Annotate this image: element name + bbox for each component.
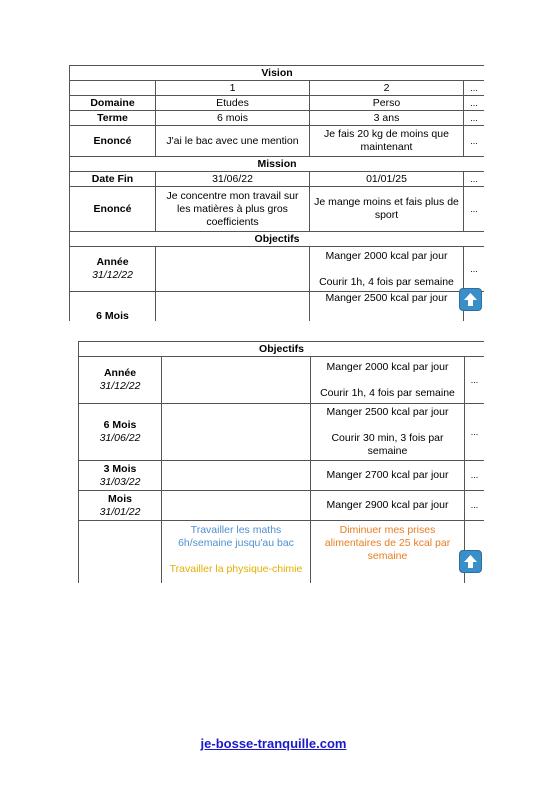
- column-header-2: 2: [310, 81, 464, 96]
- arrow-up-icon: [463, 554, 478, 569]
- annee-label: Année: [103, 367, 137, 379]
- date-fin-value-2: 01/01/25: [310, 172, 464, 187]
- six-mois-value-1: [162, 404, 311, 461]
- annee-label: Année: [96, 256, 129, 268]
- ellipsis-cell: ...: [464, 111, 485, 126]
- ellipsis-cell: ...: [464, 96, 485, 111]
- annee-value-1: [156, 247, 310, 292]
- section-title-mission: Mission: [70, 157, 485, 172]
- scroll-up-button[interactable]: [459, 550, 482, 573]
- row-label-6-mois: [79, 404, 162, 461]
- objectifs-table: [78, 341, 484, 583]
- row-label-terme: Terme: [70, 111, 156, 126]
- trois-mois-label: 3 Mois: [103, 462, 137, 475]
- terme-value-2: 3 ans: [310, 111, 464, 126]
- annee-goal-running: Courir 1h, 4 fois par semaine: [320, 386, 455, 399]
- task-calories: Diminuer mes prises alimentaires de 25 kcal par semaine: [324, 524, 451, 562]
- ellipsis-cell: ...: [465, 461, 485, 491]
- ellipsis-cell: ...: [464, 172, 485, 187]
- objectifs-table-block: [78, 341, 484, 583]
- row-label-enonce: Enoncé: [70, 126, 156, 157]
- ellipsis-cell: ...: [464, 126, 485, 157]
- empty-cell: [70, 81, 156, 96]
- mois-label: Mois: [108, 492, 132, 505]
- annee-goal-running: Courir 1h, 4 fois par semaine: [319, 275, 454, 288]
- six-mois-value-1: [156, 292, 310, 322]
- mois-value-2: Manger 2900 kcal par jour: [311, 491, 465, 521]
- ellipsis-cell: ...: [464, 247, 485, 292]
- row-label-enonce: Enoncé: [70, 187, 156, 232]
- annee-value-2: [310, 247, 464, 292]
- section-title-vision: Vision: [70, 66, 485, 81]
- spacer: [314, 374, 461, 387]
- enonce-mission-value-2: Je mange moins et fais plus de sport: [310, 187, 464, 232]
- enonce-vision-value-2: Je fais 20 kg de moins que maintenant: [310, 126, 464, 157]
- vision-mission-table: [69, 65, 484, 321]
- section-title-objectifs: Objectifs: [79, 342, 485, 357]
- annee-goal-calories: Manger 2000 kcal par jour: [326, 360, 449, 373]
- enonce-vision-value-1: J'ai le bac avec une mention: [156, 126, 310, 157]
- six-mois-label: 6 Mois: [103, 419, 137, 431]
- six-mois-date: 31/06/22: [99, 432, 141, 444]
- arrow-up-icon: [463, 292, 478, 307]
- scroll-up-button[interactable]: [459, 288, 482, 311]
- footer-website-link[interactable]: je-bosse-tranquille.com: [200, 736, 347, 751]
- annee-value-2: [311, 357, 465, 404]
- tasks-label-cell: [79, 521, 162, 584]
- annee-date: 31/12/22: [99, 380, 141, 392]
- ellipsis-cell: ...: [465, 491, 485, 521]
- row-label-date-fin: Date Fin: [70, 172, 156, 187]
- row-label-mois: [79, 491, 162, 521]
- trois-mois-date: 31/03/22: [99, 475, 141, 488]
- mois-date: 31/01/22: [99, 505, 141, 518]
- trois-mois-value-2: Manger 2700 kcal par jour: [311, 461, 465, 491]
- ellipsis-cell: ...: [464, 187, 485, 232]
- column-header-1: 1: [156, 81, 310, 96]
- ellipsis-cell: ...: [464, 81, 485, 96]
- row-label-3-mois: [79, 461, 162, 491]
- task-maths: Travailler les maths 6h/semaine jusqu'au bac: [178, 524, 294, 549]
- spacer: [165, 550, 307, 563]
- trois-mois-value-1: [162, 461, 311, 491]
- terme-value-1: 6 mois: [156, 111, 310, 126]
- six-mois-goal-calories: Manger 2500 kcal par jour: [326, 406, 449, 418]
- section-title-objectifs: Objectifs: [70, 232, 485, 247]
- enonce-mission-value-1: Je concentre mon travail sur les matières à plus gros coefficients: [156, 187, 310, 232]
- ellipsis-cell: ...: [465, 357, 485, 404]
- date-fin-value-1: 31/06/22: [156, 172, 310, 187]
- task-physique-chimie: Travailler la physique-chimie: [169, 563, 303, 575]
- domaine-value-1: Etudes: [156, 96, 310, 111]
- row-label-domaine: Domaine: [70, 96, 156, 111]
- tasks-value-1: [162, 521, 311, 584]
- tasks-value-2: [311, 521, 465, 584]
- annee-date: 31/12/22: [92, 269, 133, 281]
- six-mois-label: 6 Mois: [96, 310, 129, 321]
- annee-value-1: [162, 357, 311, 404]
- row-label-6-mois: [70, 292, 156, 322]
- row-label-annee: [79, 357, 162, 404]
- annee-goal-calories: Manger 2000 kcal par jour: [325, 249, 448, 262]
- ellipsis-cell: ...: [465, 404, 485, 461]
- spacer: [313, 263, 460, 276]
- six-mois-value-2: [311, 404, 465, 461]
- row-label-annee: [70, 247, 156, 292]
- vision-mission-table-block: [69, 65, 484, 321]
- six-mois-goal-running: Courir 30 min, 3 fois par semaine: [331, 432, 444, 457]
- six-mois-value-2: Manger 2500 kcal par jour: [310, 292, 464, 322]
- mois-value-1: [162, 491, 311, 521]
- spacer: [314, 419, 461, 432]
- domaine-value-2: Perso: [310, 96, 464, 111]
